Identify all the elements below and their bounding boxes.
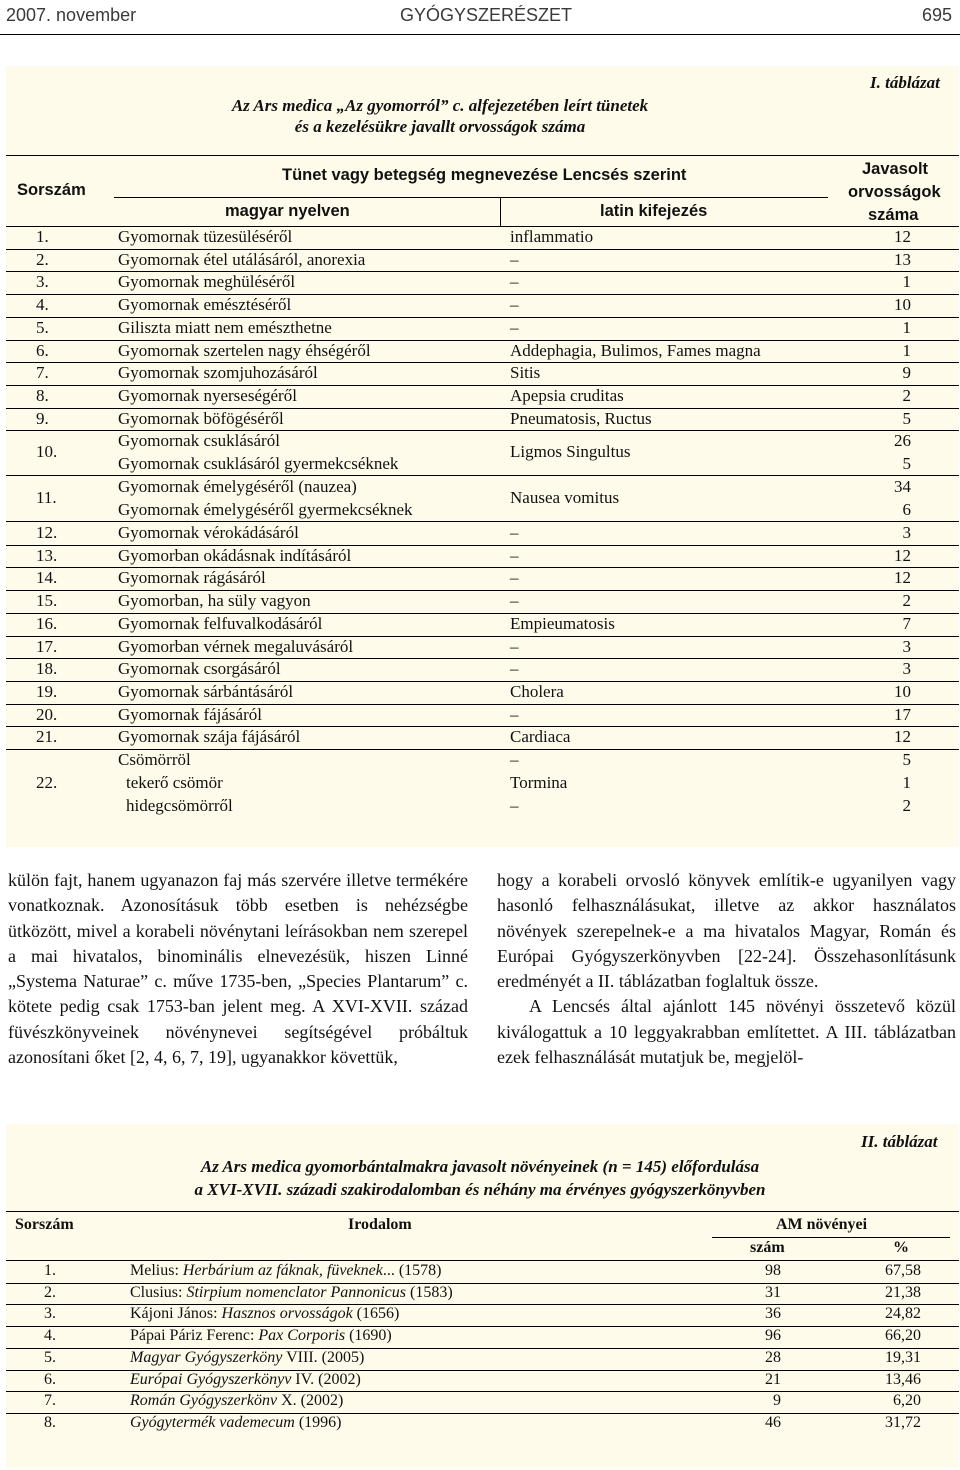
row-hungarian: Gyomornak sárbántásáról — [118, 681, 294, 701]
row-count: 3 — [902, 523, 911, 542]
row-hungarian: Gyomornak meghüléséről — [118, 272, 296, 292]
table-row — [6, 1370, 959, 1392]
table-row — [6, 658, 959, 681]
row-count: 9 — [773, 1392, 781, 1410]
row-count: 12 — [894, 227, 911, 246]
row-number: 16. — [36, 613, 58, 633]
table-row — [6, 681, 959, 704]
row-number: 17. — [36, 636, 58, 656]
row-number: 3. — [44, 1305, 56, 1323]
row-latin: – — [510, 796, 519, 815]
row-count: 26 — [894, 431, 911, 450]
row-hungarian: Gyomornak émelygéséről (nauzea) — [118, 477, 357, 496]
row-hungarian: Gyomornak vérokádásáról — [118, 523, 299, 542]
row-count: 10 — [894, 681, 911, 701]
row-latin: – — [510, 523, 519, 542]
row-number: 1. — [36, 227, 49, 246]
row-count: 12 — [894, 727, 911, 747]
row-latin: – — [510, 704, 519, 724]
paragraph: A Lencsés által ajánlott 145 növényi összetevő közül kiválogattuk a 10 leggyakrabban említettet. A III. táblázatban ezek felhasználását mutatjuk be, megjelöl- — [497, 996, 956, 1068]
table-row — [6, 249, 959, 272]
reference-title: Hasznos orvosságok — [221, 1305, 353, 1323]
row-percent: 19,31 — [885, 1348, 921, 1366]
table-row — [6, 1283, 959, 1305]
paragraph: hogy a korabeli orvosló könyvek említik-e ugyanilyen vagy hasonló felhasználásukat, illetve az akkor használatos növények szerepelnek-e a ma hivatalos Magyar, Román és Európai Gyógyszerkönyvben [22-24]. Összehasonlításunk eredményét a II. táblázatban foglaltuk össze. — [497, 870, 956, 992]
table-row — [6, 590, 959, 613]
table-2-col-am: AM növényei — [776, 1216, 868, 1233]
row-count: 98 — [765, 1262, 781, 1279]
table-1-col-tunet: Tünet vagy betegség megnevezése Lencsés szerint — [282, 166, 687, 184]
row-number: 18. — [36, 659, 58, 679]
row-number: 2. — [36, 249, 49, 269]
table-2-label: II. táblázat — [861, 1132, 938, 1151]
row-latin: Addephagia, Bulimos, Fames magna — [510, 340, 761, 360]
row-latin: Sitis — [510, 363, 541, 383]
row-number: 4. — [36, 295, 49, 315]
row-latin: Cardiaca — [510, 727, 571, 747]
reference-pre: Clusius: — [130, 1283, 187, 1301]
row-percent: 66,20 — [885, 1327, 921, 1345]
table-row — [6, 408, 959, 431]
row-number: 4. — [44, 1327, 56, 1345]
row-count: 28 — [765, 1348, 781, 1366]
row-reference — [130, 1284, 453, 1302]
table-row — [6, 636, 959, 659]
table-1-caption-line1: Az Ars medica „Az gyomorról” c. alfejezetében leírt tünetek — [231, 96, 649, 115]
row-count: 1 — [902, 272, 911, 292]
row-count: 96 — [765, 1327, 781, 1345]
row-count: 13 — [894, 249, 911, 269]
row-count: 7 — [902, 613, 911, 633]
row-count: 2 — [902, 591, 911, 611]
row-latin: – — [510, 750, 519, 769]
table-1-divider — [500, 197, 501, 226]
row-hungarian: Gyomornak nyerseségéről — [118, 385, 297, 405]
row-latin: Empieumatosis — [510, 613, 615, 633]
row-count: 34 — [894, 477, 911, 496]
row-hungarian: Gyomornak csuklásáról gyermekcséknek — [118, 454, 399, 473]
row-number: 2. — [44, 1283, 56, 1301]
table-row — [6, 704, 959, 727]
row-latin: Ligmos Singultus — [510, 442, 631, 461]
row-latin: Nausea vomitus — [510, 488, 620, 507]
reference-title: Román Gyógyszerkönv — [130, 1392, 278, 1410]
reference-pre: Pápai Páriz Ferenc: — [130, 1327, 259, 1345]
row-reference — [130, 1349, 364, 1367]
row-number: 13. — [36, 545, 58, 565]
row-percent: 24,82 — [885, 1305, 921, 1323]
row-hungarian: tekerő csömör — [126, 773, 223, 792]
row-number: 1. — [44, 1262, 56, 1279]
table-row — [6, 726, 959, 749]
table-row — [6, 271, 959, 294]
row-hungarian: Gyomornak rágásáról — [118, 568, 266, 588]
row-count: 3 — [902, 636, 911, 656]
reference-title: Stirpium nomenclator Pannonicus — [186, 1283, 407, 1301]
table-1-label: I. táblázat — [870, 73, 940, 92]
table-row — [6, 385, 959, 408]
table-2-col-szam: szám — [750, 1239, 785, 1256]
row-count: 2 — [902, 796, 911, 815]
row-count: 5 — [902, 750, 911, 769]
table-1-col-javasolt-2: orvosságok — [848, 183, 941, 201]
table-row — [6, 294, 959, 317]
row-number: 15. — [36, 591, 58, 611]
row-number: 5. — [44, 1348, 56, 1366]
row-number: 21. — [36, 727, 58, 747]
row-number: 10. — [36, 442, 58, 461]
table-2-col-pct: % — [893, 1239, 909, 1256]
row-hungarian: Gyomorban, ha süly vagyon — [118, 591, 311, 611]
table-2-caption-line1: Az Ars medica gyomorbántalmakra javasolt növényeinek (n = 145) előfordulása — [200, 1157, 760, 1176]
row-count: 46 — [765, 1413, 781, 1431]
row-count: 5 — [902, 408, 911, 428]
row-count: 2 — [902, 385, 911, 405]
table-row — [6, 1261, 959, 1283]
reference-post: (1690) — [345, 1327, 392, 1345]
row-number: 5. — [36, 317, 49, 337]
table-2-sub-rule — [712, 1237, 950, 1238]
table-row — [6, 1391, 959, 1413]
row-number: 11. — [36, 488, 57, 507]
row-count: 36 — [765, 1305, 781, 1323]
row-number: 9. — [36, 408, 49, 428]
row-latin: Tormina — [510, 773, 568, 792]
header-journal: GYÓGYSZERÉSZET — [400, 5, 573, 25]
row-count: 12 — [894, 568, 911, 588]
text-column-left — [8, 868, 468, 1070]
row-latin: Pneumatosis, Ructus — [510, 408, 652, 428]
row-hungarian: Giliszta miatt nem emészthetne — [118, 317, 332, 337]
row-hungarian: Gyomornak csuklásáról — [118, 431, 280, 450]
table-row — [6, 226, 959, 249]
row-hungarian: Gyomorban okádásnak indításáról — [118, 545, 352, 565]
row-hungarian: Gyomornak étel utálásáról, anorexia — [118, 249, 366, 269]
row-number: 7. — [36, 363, 49, 383]
table-row — [6, 476, 959, 521]
table-1-caption-line2: és a kezelésükre javallt orvosságok száma — [294, 117, 586, 136]
table-row — [6, 362, 959, 385]
row-reference — [130, 1392, 343, 1410]
table-1-col-latin: latin kifejezés — [600, 202, 708, 220]
table-2-col-sorszam: Sorszám — [15, 1216, 74, 1233]
row-count: 5 — [902, 454, 911, 473]
table-row — [6, 1348, 959, 1370]
row-hungarian: Gyomornak szomjuhozásáról — [118, 363, 318, 383]
row-number: 7. — [44, 1392, 56, 1410]
reference-title: Magyar Gyógyszerköny — [130, 1348, 283, 1366]
table-2-col-irodalom: Irodalom — [348, 1216, 412, 1233]
page-header — [0, 0, 960, 35]
reference-post: (1996) — [294, 1413, 342, 1431]
row-hungarian: Gyomornak émelygéséről gyermekcséknek — [118, 500, 413, 519]
row-number: 19. — [36, 681, 58, 701]
row-reference — [130, 1371, 361, 1389]
row-percent: 31,72 — [885, 1413, 921, 1431]
row-number: 6. — [36, 340, 49, 360]
table-1-col-javasolt-1: Javasolt — [862, 160, 929, 178]
row-hungarian: Gyomorban vérnek megaluvásáról — [118, 636, 354, 656]
row-latin: – — [510, 545, 519, 565]
row-hungarian: Csömörröl — [118, 750, 191, 769]
row-latin: – — [510, 568, 519, 588]
row-number: 12. — [36, 523, 58, 542]
row-hungarian: Gyomornak csorgásáról — [118, 659, 281, 679]
row-count: 1 — [902, 340, 911, 360]
reference-title: Gyógytermék vademecum — [130, 1413, 295, 1431]
row-count: 3 — [902, 659, 911, 679]
row-count: 9 — [902, 363, 911, 383]
row-hungarian: Gyomornak szertelen nagy éhségéről — [118, 340, 371, 360]
row-latin: Apepsia cruditas — [510, 385, 624, 405]
table-row — [6, 522, 959, 545]
table-row — [6, 1413, 959, 1435]
table-2-caption-line2: a XVI-XVII. századi szakirodalomban és néhány ma érvényes gyógyszerkönyvben — [194, 1180, 766, 1199]
row-latin: – — [510, 249, 519, 269]
row-latin: – — [510, 272, 519, 292]
table-1-col-sorszam: Sorszám — [17, 181, 86, 199]
row-hungarian: Gyomornak emésztéséről — [118, 295, 292, 315]
row-number: 20. — [36, 704, 58, 724]
table-row — [6, 1304, 959, 1326]
row-latin: – — [510, 317, 519, 337]
table-row — [6, 317, 959, 340]
row-percent: 67,58 — [885, 1262, 921, 1279]
row-hungarian: hidegcsömörről — [126, 796, 233, 815]
row-count: 1 — [902, 317, 911, 337]
table-1-caption — [130, 95, 750, 137]
reference-post: (1583) — [406, 1283, 453, 1301]
table-1-col-magyar: magyar nyelven — [225, 202, 350, 220]
table-row — [6, 749, 959, 819]
row-latin: – — [510, 659, 519, 679]
row-reference — [130, 1305, 399, 1323]
row-count: 17 — [894, 704, 911, 724]
row-percent: 13,46 — [885, 1370, 921, 1388]
table-1-top-rule — [6, 155, 959, 156]
table-row — [6, 545, 959, 568]
row-percent: 6,20 — [893, 1392, 921, 1410]
table-1-sub-rule — [114, 197, 828, 198]
row-hungarian: Gyomornak fájásáról — [118, 704, 262, 724]
table-row — [6, 1326, 959, 1348]
table-row — [6, 567, 959, 590]
row-reference — [130, 1262, 441, 1280]
reference-post: ... (1578) — [382, 1262, 442, 1279]
row-count: 21 — [765, 1370, 781, 1388]
reference-post: X. (2002) — [277, 1392, 344, 1410]
row-percent: 21,38 — [885, 1283, 921, 1301]
row-number: 22. — [36, 773, 58, 792]
row-count: 12 — [894, 545, 911, 565]
row-number: 6. — [44, 1370, 56, 1388]
table-2-top-rule — [6, 1211, 959, 1212]
row-reference — [130, 1414, 341, 1432]
row-hungarian: Gyomornak böfögéséről — [118, 408, 284, 428]
row-number: 8. — [36, 385, 49, 405]
reference-post: (1656) — [352, 1305, 400, 1323]
row-reference — [130, 1327, 392, 1345]
row-count: 31 — [765, 1283, 781, 1301]
row-latin: inflammatio — [510, 227, 594, 246]
reference-pre: Kájoni János: — [130, 1305, 222, 1323]
table-row — [6, 613, 959, 636]
row-hungarian: Gyomornak tüzesüléséről — [118, 227, 293, 246]
row-latin: Cholera — [510, 681, 564, 701]
reference-post: IV. (2002) — [291, 1370, 361, 1388]
header-date: 2007. november — [6, 5, 137, 25]
reference-title: Herbárium az fáknak, füveknek — [182, 1262, 383, 1279]
reference-pre: Melius: — [130, 1262, 183, 1279]
reference-title: Pax Corporis — [258, 1327, 346, 1345]
table-row — [6, 430, 959, 475]
text-column-right — [497, 868, 956, 1070]
row-hungarian: Gyomornak felfuvalkodásáról — [118, 613, 323, 633]
row-latin: – — [510, 591, 519, 611]
row-number: 14. — [36, 568, 58, 588]
paragraph: külön fajt, hanem ugyanazon faj más szervére illetve termékére vonatkoznak. Azonosításuk több esetben is nehézségbe ütközött, mivel a korabeli növénytani leírásokban nem szerepel a mai hivatalos, binominális elnevezésük, hiszen Linné „Systema Naturae” c. műve 1735-ben, „Species Plantarum” c. kötete pedig csak 1753-ban jelent meg. A XVI-XVII. század füvészkönyveinek növénynevei segítségével próbáltuk azonosítani őket [2, 4, 6, 7, 19], ugyanakkor követtük, — [8, 870, 468, 1068]
table-2-caption — [100, 1155, 860, 1201]
header-page-number: 695 — [922, 5, 953, 25]
row-hungarian: Gyomornak szája fájásáról — [118, 727, 301, 747]
reference-post: VIII. (2005) — [282, 1348, 365, 1366]
table-row — [6, 340, 959, 363]
row-latin: – — [510, 636, 519, 656]
reference-title: Európai Gyógyszerkönyv — [130, 1370, 292, 1388]
row-number: 8. — [44, 1413, 56, 1431]
row-count: 10 — [894, 295, 911, 315]
row-latin: – — [510, 295, 519, 315]
row-number: 3. — [36, 272, 49, 292]
row-count: 1 — [902, 773, 911, 792]
table-1-col-javasolt-3: száma — [868, 206, 919, 224]
row-count: 6 — [902, 500, 911, 519]
